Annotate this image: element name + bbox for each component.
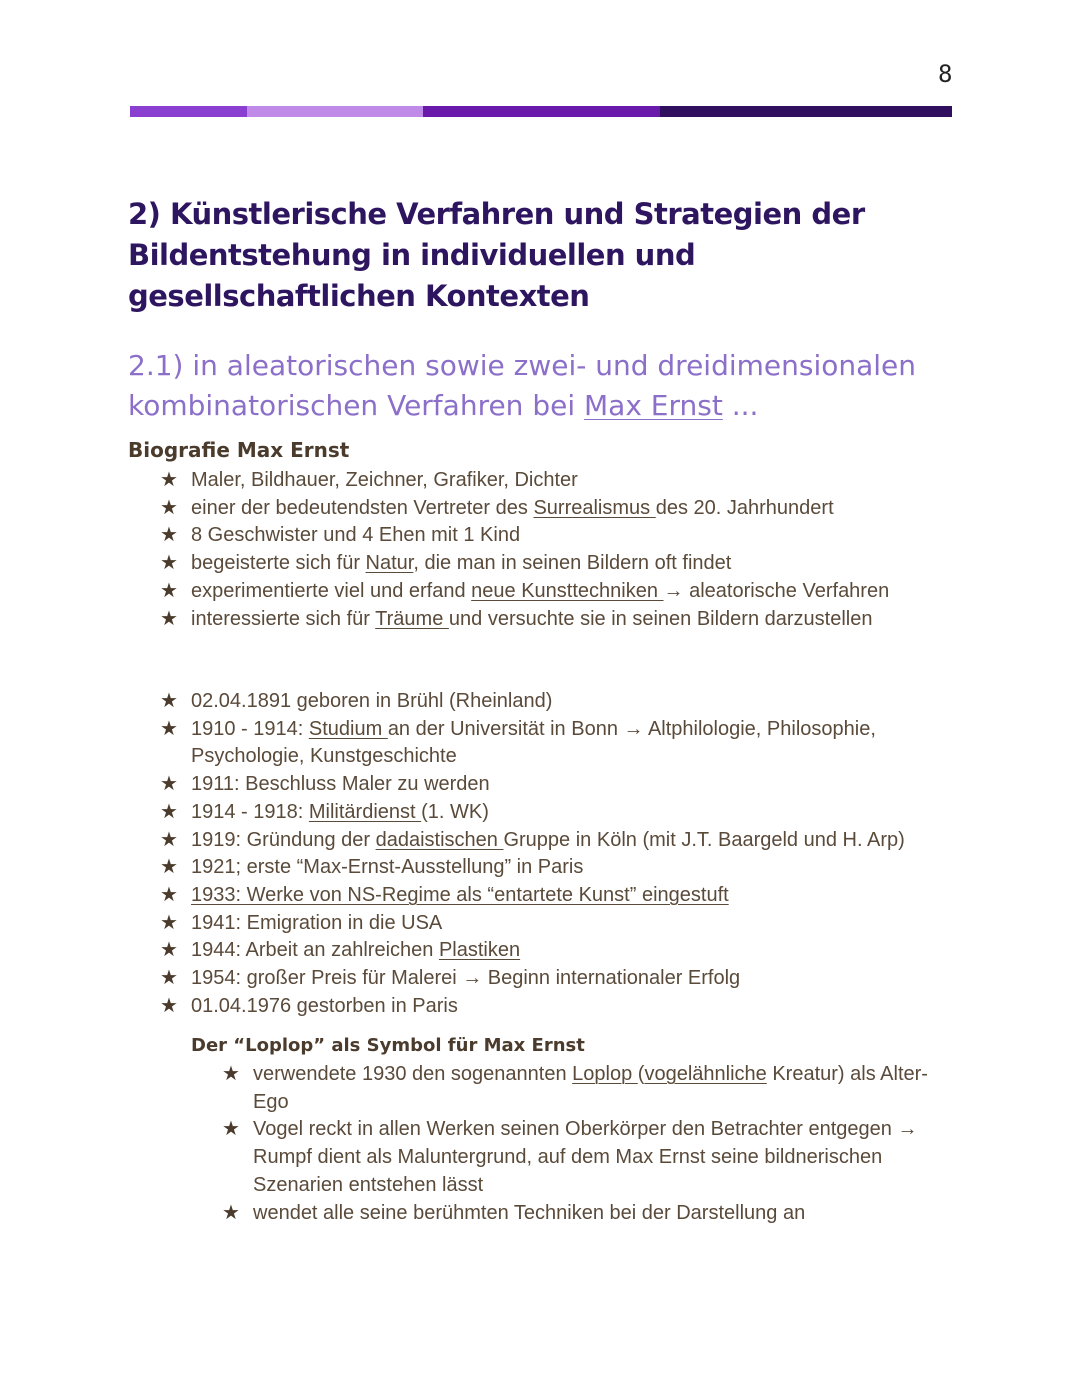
list-item-text: einer der bedeutendsten Vertreter des (191, 496, 534, 519)
list-item-text: → aleatorische Verfahren (663, 579, 890, 602)
star-bullet-icon: ★ (160, 856, 178, 879)
underlined-term: Träume (375, 607, 449, 630)
list-item (160, 578, 960, 606)
underlined-term: Plastiken (438, 939, 521, 962)
list-item-text: 02.04.1891 geboren in Brühl (Rheinland) (191, 690, 553, 712)
list-item-text: Maler, Bildhauer, Zeichner, Grafiker, Dichter (191, 469, 578, 491)
star-bullet-icon: ★ (222, 1118, 240, 1141)
list-item-text: 1919: Gründung der (191, 828, 376, 851)
vogelaehnliche-link[interactable]: vogelähnliche (644, 1063, 767, 1085)
list-item (160, 854, 960, 882)
loplop-title: Der “Loplop” als Symbol für Max Ernst (191, 1035, 585, 1056)
list-item (222, 1116, 962, 1199)
list-item-text: an der Universität in Bonn → Altphilologie, Philosophie, Psychologie, Kunstgeschichte (191, 717, 876, 768)
list-item (160, 495, 960, 523)
star-bullet-icon: ★ (160, 579, 178, 602)
biography-list-timeline (160, 688, 960, 1020)
list-item-text: des 20. Jahrhundert (655, 496, 834, 519)
star-bullet-icon: ★ (222, 1063, 240, 1085)
star-bullet-icon: ★ (160, 469, 178, 491)
list-item (160, 993, 960, 1021)
decorative-color-bar (130, 106, 952, 117)
section-heading (128, 346, 1008, 426)
list-item-text: 1911: Beschluss Maler zu werden (191, 773, 490, 796)
list-item-text: Vogel reckt in allen Werken seinen Oberkörper den Betrachter entgegen → Rumpf dient als Maluntergrund, auf dem Max Ernst seine bildnerischen Szenarien entstehen lässt (253, 1118, 918, 1196)
list-item-text: 1921; erste “Max-Ernst-Ausstellung” in Paris (191, 856, 584, 879)
list-item-text: 1954: großer Preis für Malerei → Beginn internationaler Erfolg (191, 967, 741, 990)
list-item (160, 550, 960, 578)
underlined-term: neue Kunsttechniken (471, 579, 664, 602)
star-bullet-icon: ★ (160, 828, 178, 851)
star-bullet-icon: ★ (160, 994, 178, 1017)
page-number: 8 (938, 60, 953, 88)
color-bar-segment (247, 106, 423, 117)
list-item (160, 467, 960, 495)
underlined-term: Studium (308, 717, 388, 740)
section-heading-line: ... (722, 389, 759, 422)
list-item (160, 771, 960, 799)
list-item-text: ( (637, 1063, 645, 1085)
list-item (160, 827, 960, 855)
list-item-text: 1910 - 1914: (191, 717, 309, 740)
section-heading-line: 2.1) in aleatorischen sowie zwei- und dreidimensionalen (128, 349, 917, 382)
underlined-term: dadaistischen (375, 828, 504, 851)
chapter-heading-line: Bildentstehung in individuellen und (128, 238, 696, 272)
star-bullet-icon: ★ (160, 496, 178, 519)
star-bullet-icon: ★ (160, 800, 178, 823)
underlined-term: Militärdienst (308, 800, 422, 823)
list-item (160, 688, 960, 716)
chapter-heading-line: 2) Künstlerische Verfahren und Strategien der (128, 197, 865, 231)
list-item-text: begeisterte sich für (191, 552, 366, 575)
star-bullet-icon: ★ (160, 911, 178, 934)
list-item (160, 522, 960, 550)
list-item (160, 716, 960, 771)
star-bullet-icon: ★ (160, 717, 178, 740)
underlined-term: Surrealismus (533, 496, 656, 519)
loplop-list (222, 1061, 962, 1227)
star-bullet-icon: ★ (160, 524, 178, 547)
list-item (222, 1200, 962, 1228)
list-item-text: 1944: Arbeit an zahlreichen (191, 939, 439, 962)
list-item-text: experimentierte viel und erfand (191, 579, 472, 602)
star-bullet-icon: ★ (160, 690, 178, 712)
list-item-text: Kreatur) als Alter-Ego (253, 1063, 928, 1113)
loplop-link[interactable]: Loplop (572, 1063, 638, 1085)
list-item (222, 1061, 962, 1116)
list-item (160, 882, 960, 910)
biography-list-general (160, 467, 960, 633)
list-item-text: , die man in seinen Bildern oft findet (413, 552, 732, 575)
max-ernst-link[interactable]: Max Ernst (584, 389, 723, 422)
underlined-term: Natur (365, 552, 414, 575)
list-item-text: 1941: Emigration in die USA (191, 911, 443, 934)
star-bullet-icon: ★ (160, 967, 178, 990)
list-item-text: 8 Geschwister und 4 Ehen mit 1 Kind (191, 524, 521, 547)
star-bullet-icon: ★ (222, 1201, 240, 1224)
list-item-text: wendet alle seine berühmten Techniken bei der Darstellung an (253, 1201, 806, 1224)
list-item-text: 1914 - 1918: (191, 800, 309, 823)
color-bar-segment (660, 106, 952, 117)
list-item-text: (1. WK) (421, 800, 489, 823)
list-item-text: Gruppe in Köln (mit J.T. Baargeld und H. Arp) (503, 828, 905, 851)
underlined-term: 1933: Werke von NS-Regime als “entartete Kunst” eingestuft (191, 883, 729, 906)
chapter-heading-line: gesellschaftlichen Kontexten (128, 279, 590, 313)
list-item (160, 799, 960, 827)
star-bullet-icon: ★ (160, 939, 178, 962)
star-bullet-icon: ★ (160, 607, 178, 630)
chapter-heading (128, 194, 988, 317)
list-item (160, 937, 960, 965)
list-item (160, 965, 960, 993)
list-item-text: und versuchte sie in seinen Bildern darzustellen (448, 607, 873, 630)
color-bar-segment (423, 106, 660, 117)
star-bullet-icon: ★ (160, 552, 178, 575)
star-bullet-icon: ★ (160, 883, 178, 906)
star-bullet-icon: ★ (160, 773, 178, 796)
biography-title: Biografie Max Ernst (128, 438, 350, 462)
list-item (160, 910, 960, 938)
section-heading-line: kombinatorischen Verfahren bei (128, 389, 585, 422)
list-item-text: interessierte sich für (191, 607, 376, 630)
list-item-text: 01.04.1976 gestorben in Paris (191, 994, 458, 1017)
list-item-text: verwendete 1930 den sogenannten (253, 1063, 573, 1085)
list-item (160, 606, 960, 634)
color-bar-segment (130, 106, 247, 117)
